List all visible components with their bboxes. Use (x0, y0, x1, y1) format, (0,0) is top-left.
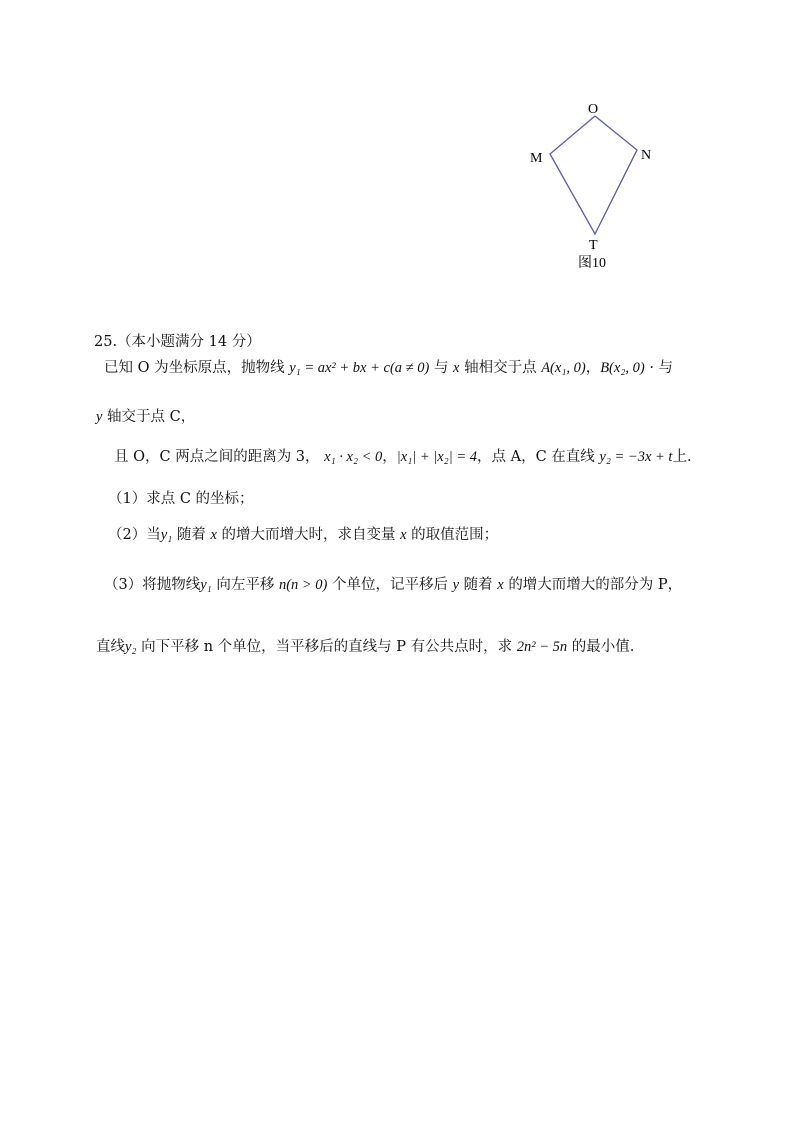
q3-prefix: （3）将抛物线 (104, 577, 201, 593)
intro-text: 已知 O 为坐标原点，抛物线 (104, 360, 285, 376)
var-x: x (453, 360, 460, 376)
question-3 (104, 578, 682, 593)
axis-text: 轴相交于点 (464, 360, 537, 376)
problem-line-1 (104, 361, 673, 376)
q2-prefix: （2）当 (108, 527, 161, 543)
comma-2: ， (382, 449, 397, 465)
point-B: B(x₂, 0) (600, 360, 645, 376)
q3-with: 随着 (463, 577, 493, 593)
q3b-shift-down: 向下平移 n 个单位，当平移后的直线与 P 有公共点时，求 (141, 639, 513, 655)
q2-increase: 的增大而增大时，求自变量 (221, 527, 396, 543)
q3-x: x (497, 577, 504, 593)
q3b-min: 的最小值. (571, 639, 635, 655)
problem-line-3 (114, 450, 692, 465)
q3-y: y (452, 577, 460, 593)
figure-10 (520, 92, 670, 282)
kite-outline (550, 116, 637, 234)
points-on-line-text: ，点 A，C 在直线 (477, 449, 595, 465)
on-text: 上. (672, 449, 692, 465)
q2-x2: x (400, 527, 407, 543)
q2-with: 随着 (176, 527, 206, 543)
q3-part-p: 的增大而增大的部分为 P， (508, 577, 683, 593)
comma: ， (585, 360, 601, 376)
q3b-y2: y₂ (125, 639, 137, 655)
and-text: 与 (433, 360, 449, 376)
q2-x: x (210, 527, 217, 543)
condition-product: x₁ · x₂ < 0 (324, 449, 383, 465)
vertex-O-label: O (588, 102, 599, 117)
q3-y1: y₁ (200, 577, 212, 593)
question-2 (108, 528, 498, 543)
var-y: y (96, 409, 103, 425)
vertex-T-label: T (589, 238, 598, 253)
condition-abs-sum: |x₁| + |x₂| = 4 (396, 449, 477, 465)
q3-shift-left: 向左平移 (216, 577, 275, 593)
problem-line-2 (96, 410, 195, 425)
q2-range: 的取值范围； (411, 527, 499, 543)
problem-header: 25.（本小题满分 14 分） (94, 334, 261, 350)
distance-text: 且 O，C 两点之间的距离为 3， (114, 449, 320, 465)
line-equation: y₂ = −3x + t (599, 449, 673, 465)
figure-caption: 图10 (578, 256, 606, 271)
q3b-line: 直线 (96, 639, 125, 655)
vertex-N-label: N (641, 148, 652, 163)
and-text-2: · 与 (649, 360, 674, 376)
point-A: A(x₁, 0) (541, 360, 586, 376)
kite-diagram (520, 92, 670, 282)
q3-n-condition: n(n > 0) (278, 577, 328, 593)
parabola-equation: y₁ = ax² + bx + c(a ≠ 0) (289, 360, 430, 376)
question-1: （1）求点 C 的坐标； (108, 491, 254, 507)
question-3-continued (96, 640, 634, 655)
q3-units: 个单位，记平移后 (332, 577, 448, 593)
vertex-M-label: M (530, 151, 543, 166)
q3b-expression: 2n² − 5n (516, 639, 568, 655)
intersect-c-text: 轴交于点 C， (107, 409, 196, 425)
q2-y1: y₁ (160, 527, 173, 543)
